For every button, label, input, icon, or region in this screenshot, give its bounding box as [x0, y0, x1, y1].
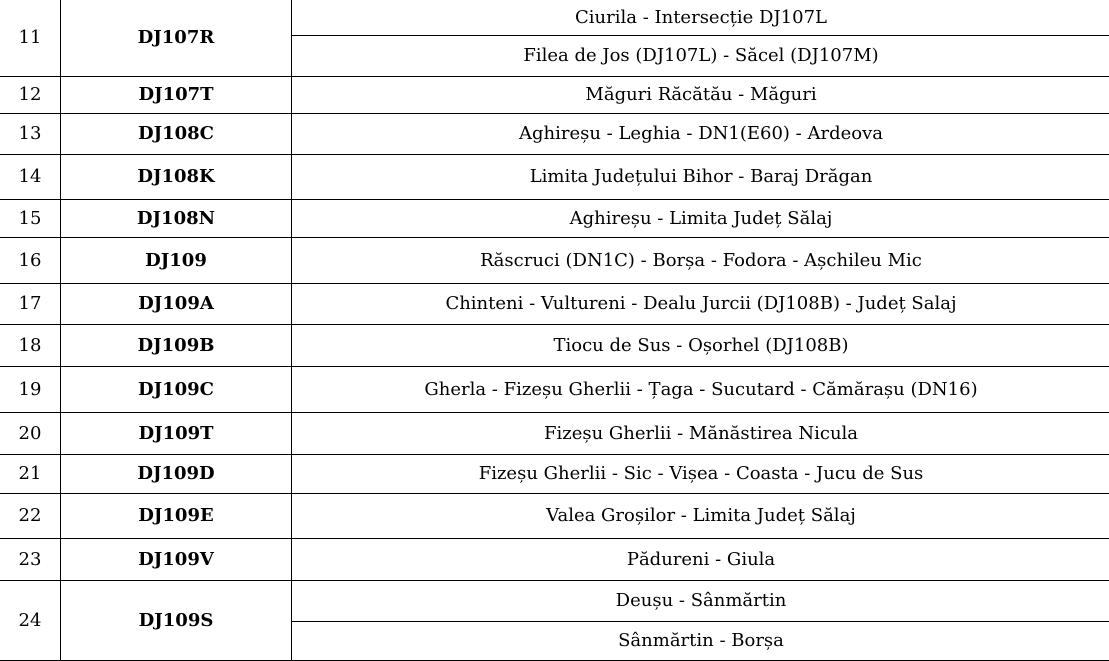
row-number: 24: [0, 580, 61, 660]
route-description: Gherla - Fizeșu Gherlii - Țaga - Sucutard - Cămărașu (DN16): [292, 366, 1109, 412]
road-code: DJ109B: [61, 324, 292, 366]
route-description: Valea Groșilor - Limita Județ Sălaj: [292, 493, 1109, 538]
route-description: Sânmărtin - Borșa: [292, 621, 1109, 660]
row-number: 13: [0, 113, 61, 154]
table-row: [0, 538, 1109, 580]
row-number: 12: [0, 76, 61, 113]
table-row: [0, 412, 1109, 454]
row-number: 21: [0, 454, 61, 493]
road-code: DJ109E: [61, 493, 292, 538]
table-row: [0, 580, 1109, 621]
road-code: DJ108N: [61, 199, 292, 237]
table-row: [0, 366, 1109, 412]
row-number: 20: [0, 412, 61, 454]
table-row: [0, 0, 1109, 35]
route-description: Fizeșu Gherlii - Sic - Vișea - Coasta - Jucu de Sus: [292, 454, 1109, 493]
route-description: Aghireșu - Limita Județ Sălaj: [292, 199, 1109, 237]
table-row: [0, 493, 1109, 538]
road-code: DJ108K: [61, 154, 292, 199]
row-number: 18: [0, 324, 61, 366]
route-description: Deușu - Sânmărtin: [292, 580, 1109, 621]
route-description: Chinteni - Vultureni - Dealu Jurcii (DJ108B) - Județ Salaj: [292, 283, 1109, 324]
row-number: 16: [0, 237, 61, 283]
row-number: 23: [0, 538, 61, 580]
table-row: [0, 199, 1109, 237]
route-description: Fizeșu Gherlii - Mănăstirea Nicula: [292, 412, 1109, 454]
table-row: [0, 237, 1109, 283]
road-code: DJ108C: [61, 113, 292, 154]
route-description: Limita Județului Bihor - Baraj Drăgan: [292, 154, 1109, 199]
route-description: Tiocu de Sus - Oșorhel (DJ108B): [292, 324, 1109, 366]
road-code: DJ109T: [61, 412, 292, 454]
route-description: Răscruci (DN1C) - Borșa - Fodora - Așchileu Mic: [292, 237, 1109, 283]
table-row: [0, 154, 1109, 199]
road-code: DJ109D: [61, 454, 292, 493]
road-code: DJ109S: [61, 580, 292, 660]
route-description: Măguri Răcătău - Măguri: [292, 76, 1109, 113]
table-row: [0, 283, 1109, 324]
road-code: DJ109: [61, 237, 292, 283]
row-number: 22: [0, 493, 61, 538]
table-row: [0, 324, 1109, 366]
table-row: [0, 76, 1109, 113]
row-number: 15: [0, 199, 61, 237]
table-row: [0, 454, 1109, 493]
road-code: DJ109A: [61, 283, 292, 324]
route-description: Pădureni - Giula: [292, 538, 1109, 580]
road-code: DJ109C: [61, 366, 292, 412]
road-code: DJ109V: [61, 538, 292, 580]
row-number: 17: [0, 283, 61, 324]
route-description: Ciurila - Intersecție DJ107L: [292, 0, 1109, 35]
route-description: Filea de Jos (DJ107L) - Săcel (DJ107M): [292, 35, 1109, 76]
road-code: DJ107T: [61, 76, 292, 113]
table-row: [0, 113, 1109, 154]
road-code: DJ107R: [61, 0, 292, 76]
row-number: 14: [0, 154, 61, 199]
route-description: Aghireșu - Leghia - DN1(E60) - Ardeova: [292, 113, 1109, 154]
row-number: 19: [0, 366, 61, 412]
row-number: 11: [0, 0, 61, 76]
